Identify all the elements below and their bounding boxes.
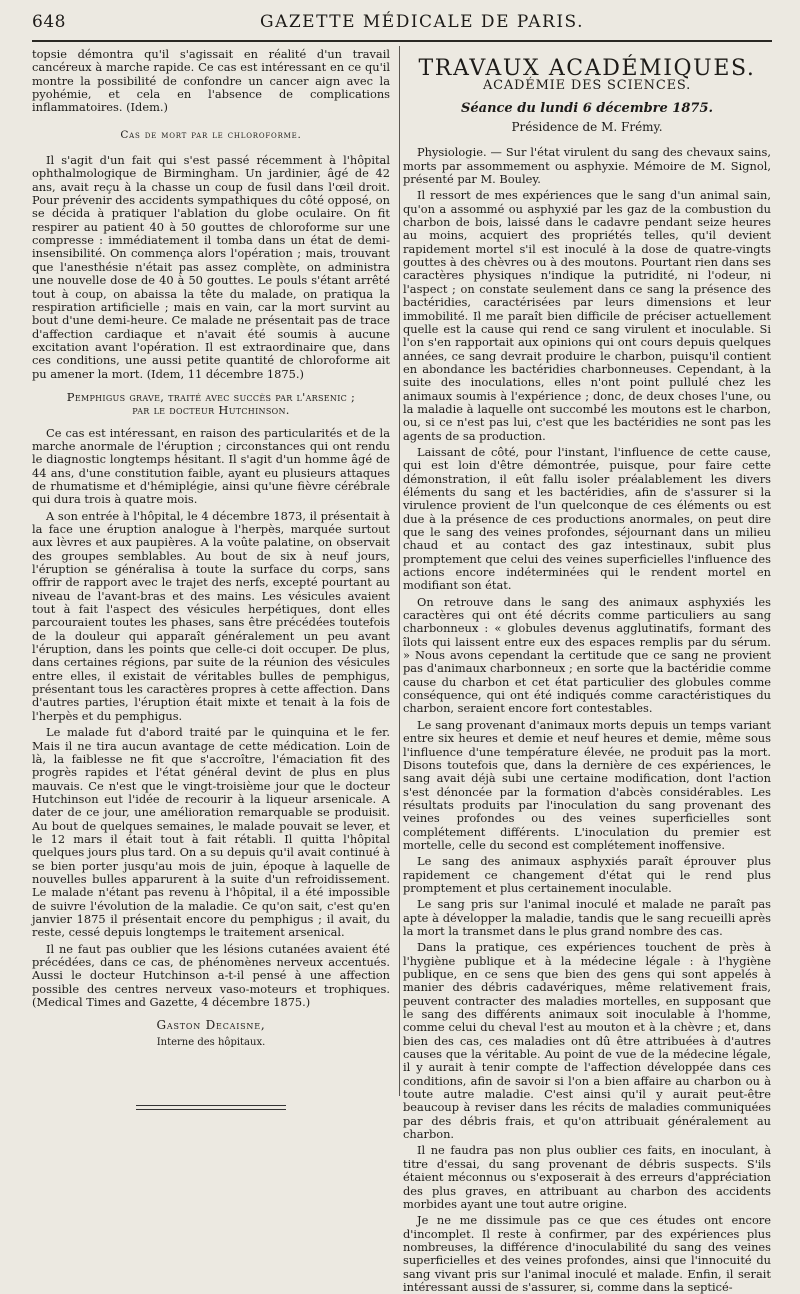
session-date: Séance du lundi 6 décembre 1875. bbox=[460, 100, 714, 116]
paragraph: Il ne faudra pas non plus oublier ces faits, en inoculant, à titre d'essai, du sang provenant de débris suspects. S'ils étaient méconnus ou s'exposerait à des erreurs d'appréciation des plus graves, en attribuant au charbon des accidents morbides ayant une tout autre origine. bbox=[403, 1143, 771, 1211]
running-title: GAZETTE MÉDICALE DE PARIS. bbox=[260, 12, 584, 32]
section-heading-pemphigus bbox=[32, 391, 390, 418]
paragraph: Dans la pratique, ces expériences touchent de près à l'hygiène publique et à la médecine légale : à l'hygiène publique, en ce sens que bien des gens qui sont appelés à manier des débris cadavériques, même relativement frais, peuvent contracter des maladies mortelles, en supposant que le sang des différents animaux soit inoculable à l'homme, comme celui du cheval l'est au mouton et à la chèvre ; et, dans bien des cas, ces maladies ont dû être attribuées à d'autres causes que la véritable. Au point de vue de la médecine légale, il y aurait à tenir compte de l'affection développée dans ces conditions, afin de savoir si l'on a bien affaire au charbon ou à toute autre maladie. C'est ainsi qu'il y aurait peut-être beaucoup à reviser dans les récits de maladies communiquées par des débris frais, et qu'on attribuait généralement au charbon. bbox=[403, 940, 771, 1142]
left-column bbox=[32, 48, 390, 1113]
heading-author: par le docteur Hutchinson. bbox=[132, 403, 290, 418]
page-header bbox=[32, 12, 772, 42]
section-title: TRAVAUX ACADÉMIQUES. bbox=[418, 56, 756, 81]
presidency: Présidence de M. Frémy. bbox=[511, 120, 663, 135]
paragraph: Le sang pris sur l'animal inoculé et malade ne paraît pas apte à développer la maladie, tandis que le sang recueilli après la mort la transmet dans le plus grand nombre des cas. bbox=[403, 897, 771, 938]
heading-line: Pemphigus grave, traité avec succès par l'arsenic ; bbox=[66, 389, 356, 404]
paragraph: Le sang des animaux asphyxiés paraît éprouver plus rapidement ce changement d'état qui le rend plus promptement et plus certainement inoculable. bbox=[403, 854, 771, 895]
page-number: 648 bbox=[32, 12, 66, 32]
end-rules bbox=[136, 1105, 286, 1113]
paragraph: Le malade fut d'abord traité par le quinquina et le fer. Mais il ne tira aucun avantage de cette médication. Loin de là, la faiblesse ne fit que s'accroître, l'émaciation fit des progrès rapides et l'état général devint de plus en plus mauvais. Ce n'est que le vingt-troisième jour que le docteur Hutchinson eut l'idée de recourir à la liqueur arsenicale. A dater de ce jour, une amélioration remarquable se produisit. Au bout de quelques semaines, le malade pouvait se lever, et le 12 mars il était tout à fait rétabli. Il quitta l'hôpital quelques jours plus tard. On a su depuis qu'il avait continué à se bien porter jusqu'au mois de juin, époque à laquelle de nouvelles bulles apparurent à la suite d'un refroidissement. Le malade n'étant pas revenu à l'hôpital, il a été impossible de suivre l'évolution de la maladie. Ce qu'on sait, c'est qu'en janvier 1875 il présentait encore du pemphigus ; il avait, du reste, cessé depuis longtemps le traitement arsenical. bbox=[32, 725, 390, 940]
paragraph: Il ne faut pas oublier que les lésions cutanées avaient été précédées, dans ce cas, de phénomènes nerveux accentués. Aussi le docteur Hutchinson a-t-il pensé à une affection possible des centres nerveux vaso-moteurs et trophiques. (Medical Times and Gazette, 4 décembre 1875.) bbox=[32, 941, 390, 1010]
paragraph: A son entrée à l'hôpital, le 4 décembre 1873, il présentait à la face une éruption analogue à l'herpès, marquée surtout aux lèvres et aux paupières. A la voûte palatine, on observait des groupes semblables. Au bout de six à neuf jours, l'éruption se généralisa à toute la surface du corps, sans offrir de rapport avec le trajet des nerfs, excepté pourtant au niveau de l'avant-bras et des mains. Les vésicules avaient tout à fait l'aspect des vésicules herpétiques, dont elles parcouraient toutes les phases, sans être précédées toutefois de la douleur qui apparaît généralement un peu avant l'éruption, dans les points que celle-ci doit occuper. De plus, dans certaines régions, par suite de la réunion des vésicules entre elles, il existait de véritables bulles de pemphigus, présentant tous les caractères propres à cette affection. Dans d'autres parties, l'éruption était mixte et tenait à la fois de l'herpès et du pemphigus. bbox=[32, 508, 390, 723]
academy-name: ACADÉMIE DES SCIENCES. bbox=[482, 78, 692, 94]
paragraph: Je ne me dissimule pas ce que ces études ont encore d'incomplet. Il reste à confirmer, par des expériences plus nombreuses, la différence d'inoculabilité du sang des veines superficielles et des veines profondes, ainsi que l'innocuité du sang vivant pris sur l'animal inoculé et malade. Enfin, il serait intéressant aussi de s'assurer, si, comme dans la septicé- bbox=[403, 1213, 771, 1294]
column-divider bbox=[399, 46, 400, 1096]
header-rule bbox=[32, 40, 772, 42]
right-column bbox=[403, 48, 771, 1294]
paragraph: Ce cas est intéressant, en raison des particularités et de la marche anormale de l'éruption ; circonstances qui ont rendu le diagnostic longtemps hésitant. Il s'agit d'un homme âgé de 44 ans, d'une constitution faible, ayant eu plusieurs attaques de rhumatisme et d'hémiplégie, ainsi qu'une fièvre cérébrale qui dura trois à quatre mois. bbox=[32, 425, 390, 507]
paragraph: Il s'agit d'un fait qui s'est passé récemment à l'hôpital ophthalmologique de Birmingham. Un jardinier, âgé de 42 ans, avait reçu à la chasse un coup de fusil dans l'œil droit. Pour prévenir des accidents sympathiques du côté opposé, on se décida à pratiquer l'ablation du globe oculaire. On fit respirer au patient 40 à 50 gouttes de chloroforme sur une compresse : immédiatement il tomba dans un état de demi-insensibilité. On commença alors l'opération ; mais, trouvant que l'anesthésie n'était pas assez complète, on administra une nouvelle dose de 40 à 50 gouttes. Le pouls s'étant arrêté tout à coup, on abaissa la tête du malade, on pratiqua la respiration artificielle ; mais en vain, car la mort survint au bout d'une demi-heure. Ce malade ne présentait pas de trace d'affection cardiaque et n'avait été soumis à aucune excitation avant l'opération. Il est extraordinaire que, dans ces conditions, une aussi petite quantité de chloroforme ait pu amener la mort. (Idem, 11 décembre 1875.) bbox=[32, 153, 390, 381]
section-heading-chloroforme: Cas de mort par le chloroforme. bbox=[120, 128, 302, 141]
author-signature: Gaston Decaisne, bbox=[156, 1018, 266, 1033]
author-role: Interne des hôpitaux. bbox=[156, 1036, 266, 1048]
paragraph: Laissant de côté, pour l'instant, l'influence de cette cause, qui est loin d'être démontrée, puisque, pour faire cette démonstration, il eût fallu isoler préalablement les divers éléments du sang et les bactéridies, afin de s'assurer si la virulence provient de l'un quelconque de ces éléments ou est due à la présence de ces productions anormales, on peut dire que le sang des veines profondes, séjournant dans un milieu chaud et au contact des gaz intestinaux, subit plus promptement que celui des veines superficielles l'influence des actions encore indéterminées qui le rendent mortel en modifiant son état. bbox=[403, 444, 771, 593]
intro-paragraph: topsie démontra qu'il s'agissait en réalité d'un travail cancéreux à marche rapide. Ce cas est intéressant en ce qu'il montre la possibilité de confondre un cancer aign avec la pyohémie, et cela en l'absence de complications inflammatoires. (Idem.) bbox=[32, 47, 390, 115]
paragraph: Il ressort de mes expériences que le sang d'un animal sain, qu'on a assommé ou asphyxié par les gaz de la combustion du charbon de bois, laissé dans le cadavre pendant seize heures au moins, acquiert des propriétés telles, qu'il devient rapidement mortel s'il est inoculé à la dose de quatre-vingts gouttes à des chèvres ou à des moutons. Pourtant rien dans ses caractères physiques n'indique la putridité, ni l'odeur, ni l'aspect ; on constate seulement dans ce sang la présence des bactéridies, caractérisées par leurs dimensions et leur immobilité. Il me paraît bien difficile de préciser actuellement quelle est la cause qui rend ce sang virulent et inoculable. Si l'on s'en rapportait aux opinions qui ont cours depuis quelques années, ce sang devrait produire le charbon, puisqu'il contient en abondance les bactéridies charbonneuses. Cependant, à la suite des inoculations, elles n'ont point pullulé chez les animaux soumis à l'expérience ; donc, de deux choses l'une, ou la maladie à laquelle ont succombé les moutons est le charbon, ou, si ce n'est pas lui, c'est que les bactéridies ne sont pas les agents de sa production. bbox=[403, 188, 771, 443]
paragraph: Le sang provenant d'animaux morts depuis un temps variant entre six heures et demie et neuf heures et demie, même sous l'influence d'une température élevée, ne produit pas la mort. Disons toutefois que, dans la dernière de ces expériences, le sang avait déjà subi une certaine modification, dont l'action s'est dénoncée par la formation d'abcès considérables. Les résultats produits par l'inoculation du sang provenant des veines profondes ou des veines superficielles sont complétement différents. L'inoculation du premier est mortelle, celle du second est complétement inoffensive. bbox=[403, 717, 771, 852]
paragraph: On retrouve dans le sang des animaux asphyxiés les caractères qui ont été décrits comme particuliers au sang charbonneux : « globules devenus agglutinatifs, formant des îlots qui laissent entre eux des espaces remplis par du sérum. » Nous avons cependant la certitude que ce sang ne provient pas d'animaux charbonneux ; en sorte que la bactéridie comme cause du charbon et cet état particulier des globules comme conséquence, qui ont été indiqués comme caractéristiques du charbon, seraient encore fort contestables. bbox=[403, 594, 771, 716]
memoir-heading: Physiologie. — Sur l'état virulent du sang des chevaux sains, morts par assommement ou asphyxie. Mémoire de M. Signol, présenté par M. Bouley. bbox=[403, 145, 771, 187]
